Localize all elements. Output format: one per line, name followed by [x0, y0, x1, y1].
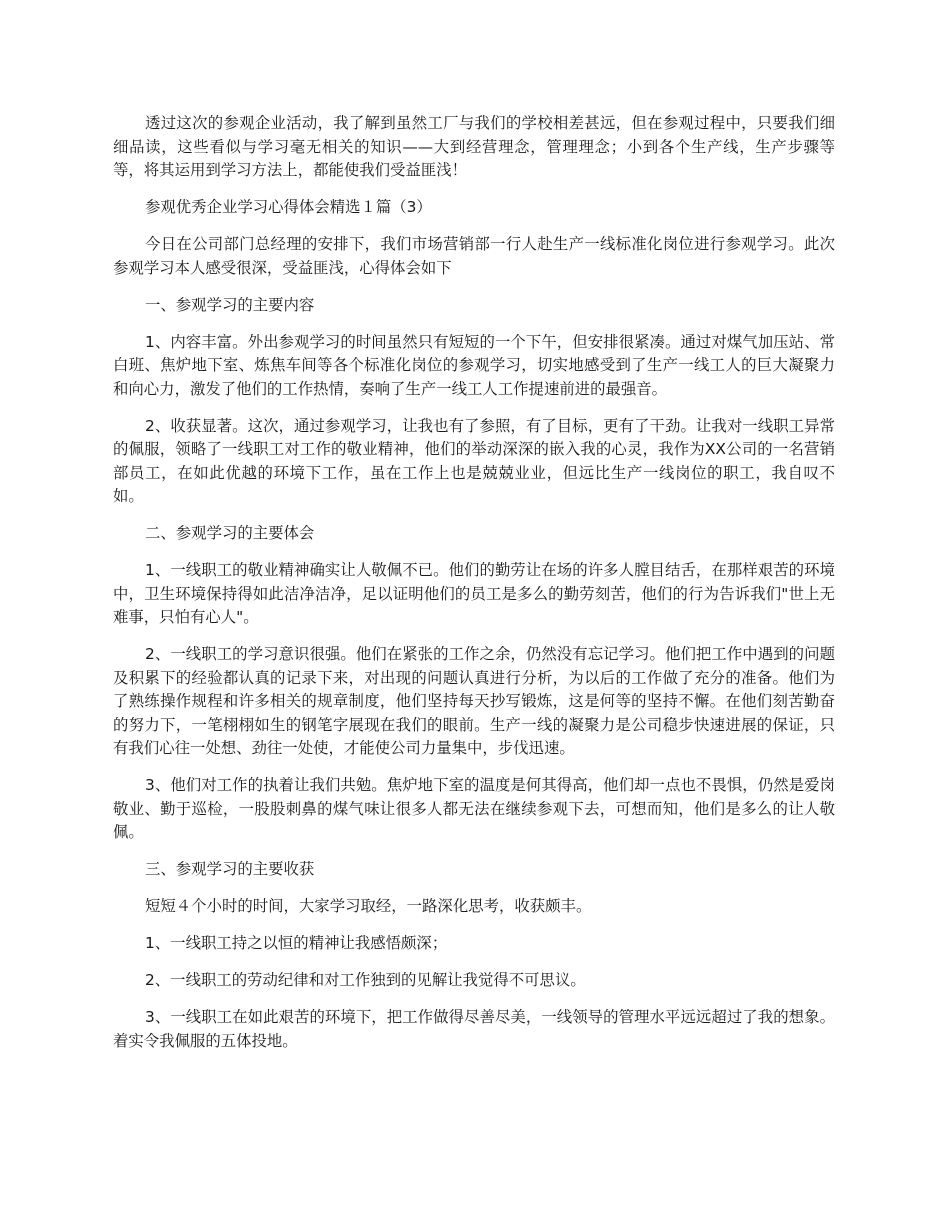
- experience-item-3: 3、他们对工作的执着让我们共勉。焦炉地下室的温度是何其得高，他们却一点也不畏惧，仍然是爱岗敬业、勤于巡检，一股股刺鼻的煤气味让很多人都无法在继续参观下去，可想而知，他们是多么的让人敬佩。: [113, 776, 835, 841]
- experience-item-1: 1、一线职工的敬业精神确实让人敬佩不已。他们的勤劳让在场的许多人膛目结舌，在那样艰苦的环境中，卫生环境保持得如此洁净洁净，足以证明他们的员工是多么的勤劳刻苦，他们的行为告诉我们"世上无难事，只怕有心人"。: [113, 561, 835, 626]
- content-item-2: 2、收获显著。这次，通过参观学习，让我也有了参照，有了目标，更有了干劲。让我对一线职工异常的佩服，领略了一线职工对工作的敬业精神，他们的举动深深的嵌入我的心灵，我作为XX公司的一名营销部员工，在如此优越的环境下工作，虽在工作上也是兢兢业业，但远比生产一线岗位的职工，我自叹不如。: [113, 416, 835, 505]
- section-heading-content: 一、参观学习的主要内容: [145, 295, 315, 314]
- document-body: [113, 112, 835, 1053]
- section-heading-experience: 二、参观学习的主要体会: [145, 524, 315, 542]
- opening-paragraph: 今日在公司部门总经理的安排下，我们市场营销部一行人赴生产一线标准化岗位进行参观学习。此次参观学习本人感受很深，受益匪浅，心得体会如下: [113, 235, 835, 277]
- gains-summary: 短短４个小时的时间，大家学习取经，一路深化思考，收获颇丰。: [145, 897, 592, 915]
- gains-item-3: 3、一线职工在如此艰苦的环境下，把工作做得尽善尽美，一线领导的管理水平远远超过了我的想象。着实令我佩服的五体投地。: [113, 1008, 835, 1050]
- experience-item-2: 2、一线职工的学习意识很强。他们在紧张的工作之余，仍然没有忘记学习。他们把工作中遇到的问题及积累下的经验都认真的记录下来，对出现的问题认真进行分析，为以后的工作做了充分的准备。他们为了熟练操作规程和许多相关的规章制度，他们坚持每天抄写锻炼，这是何等的坚持不懈。在他们刻苦勤奋的努力下，一笔栩栩如生的钢笔字展现在我们的眼前。生产一线的凝聚力是公司稳步快速进展的保证，只有我们心往一处想、劲往一处使，才能使公司力量集中，步伐迅速。: [113, 645, 835, 757]
- intro-paragraph: 透过这次的参观企业活动，我了解到虽然工厂与我们的学校相差甚远，但在参观过程中，只要我们细细品读，这些看似与学习毫无相关的知识——大到经营理念，管理理念；小到各个生产线，生产步骤等等，将其运用到学习方法上，都能使我们受益匪浅！: [113, 114, 835, 179]
- content-item-1: 1、内容丰富。外出参观学习的时间虽然只有短短的一个下午，但安排很紧凑。通过对煤气加压站、常白班、焦炉地下室、炼焦车间等各个标准化岗位的参观学习，切实地感受到了生产一线工人的巨大凝聚力和向心力，激发了他们的工作热情，奏响了生产一线工人工作提速前进的最强音。: [113, 332, 835, 398]
- gains-item-1: 1、一线职工持之以恒的精神让我感悟颇深；: [145, 934, 448, 952]
- gains-item-2: 2、一线职工的劳动纪律和对工作独到的见解让我觉得不可思议。: [145, 971, 586, 989]
- section-heading-gains: 三、参观学习的主要收获: [145, 860, 315, 878]
- article-title: 参观优秀企业学习心得体会精选１篇（3）: [145, 198, 432, 216]
